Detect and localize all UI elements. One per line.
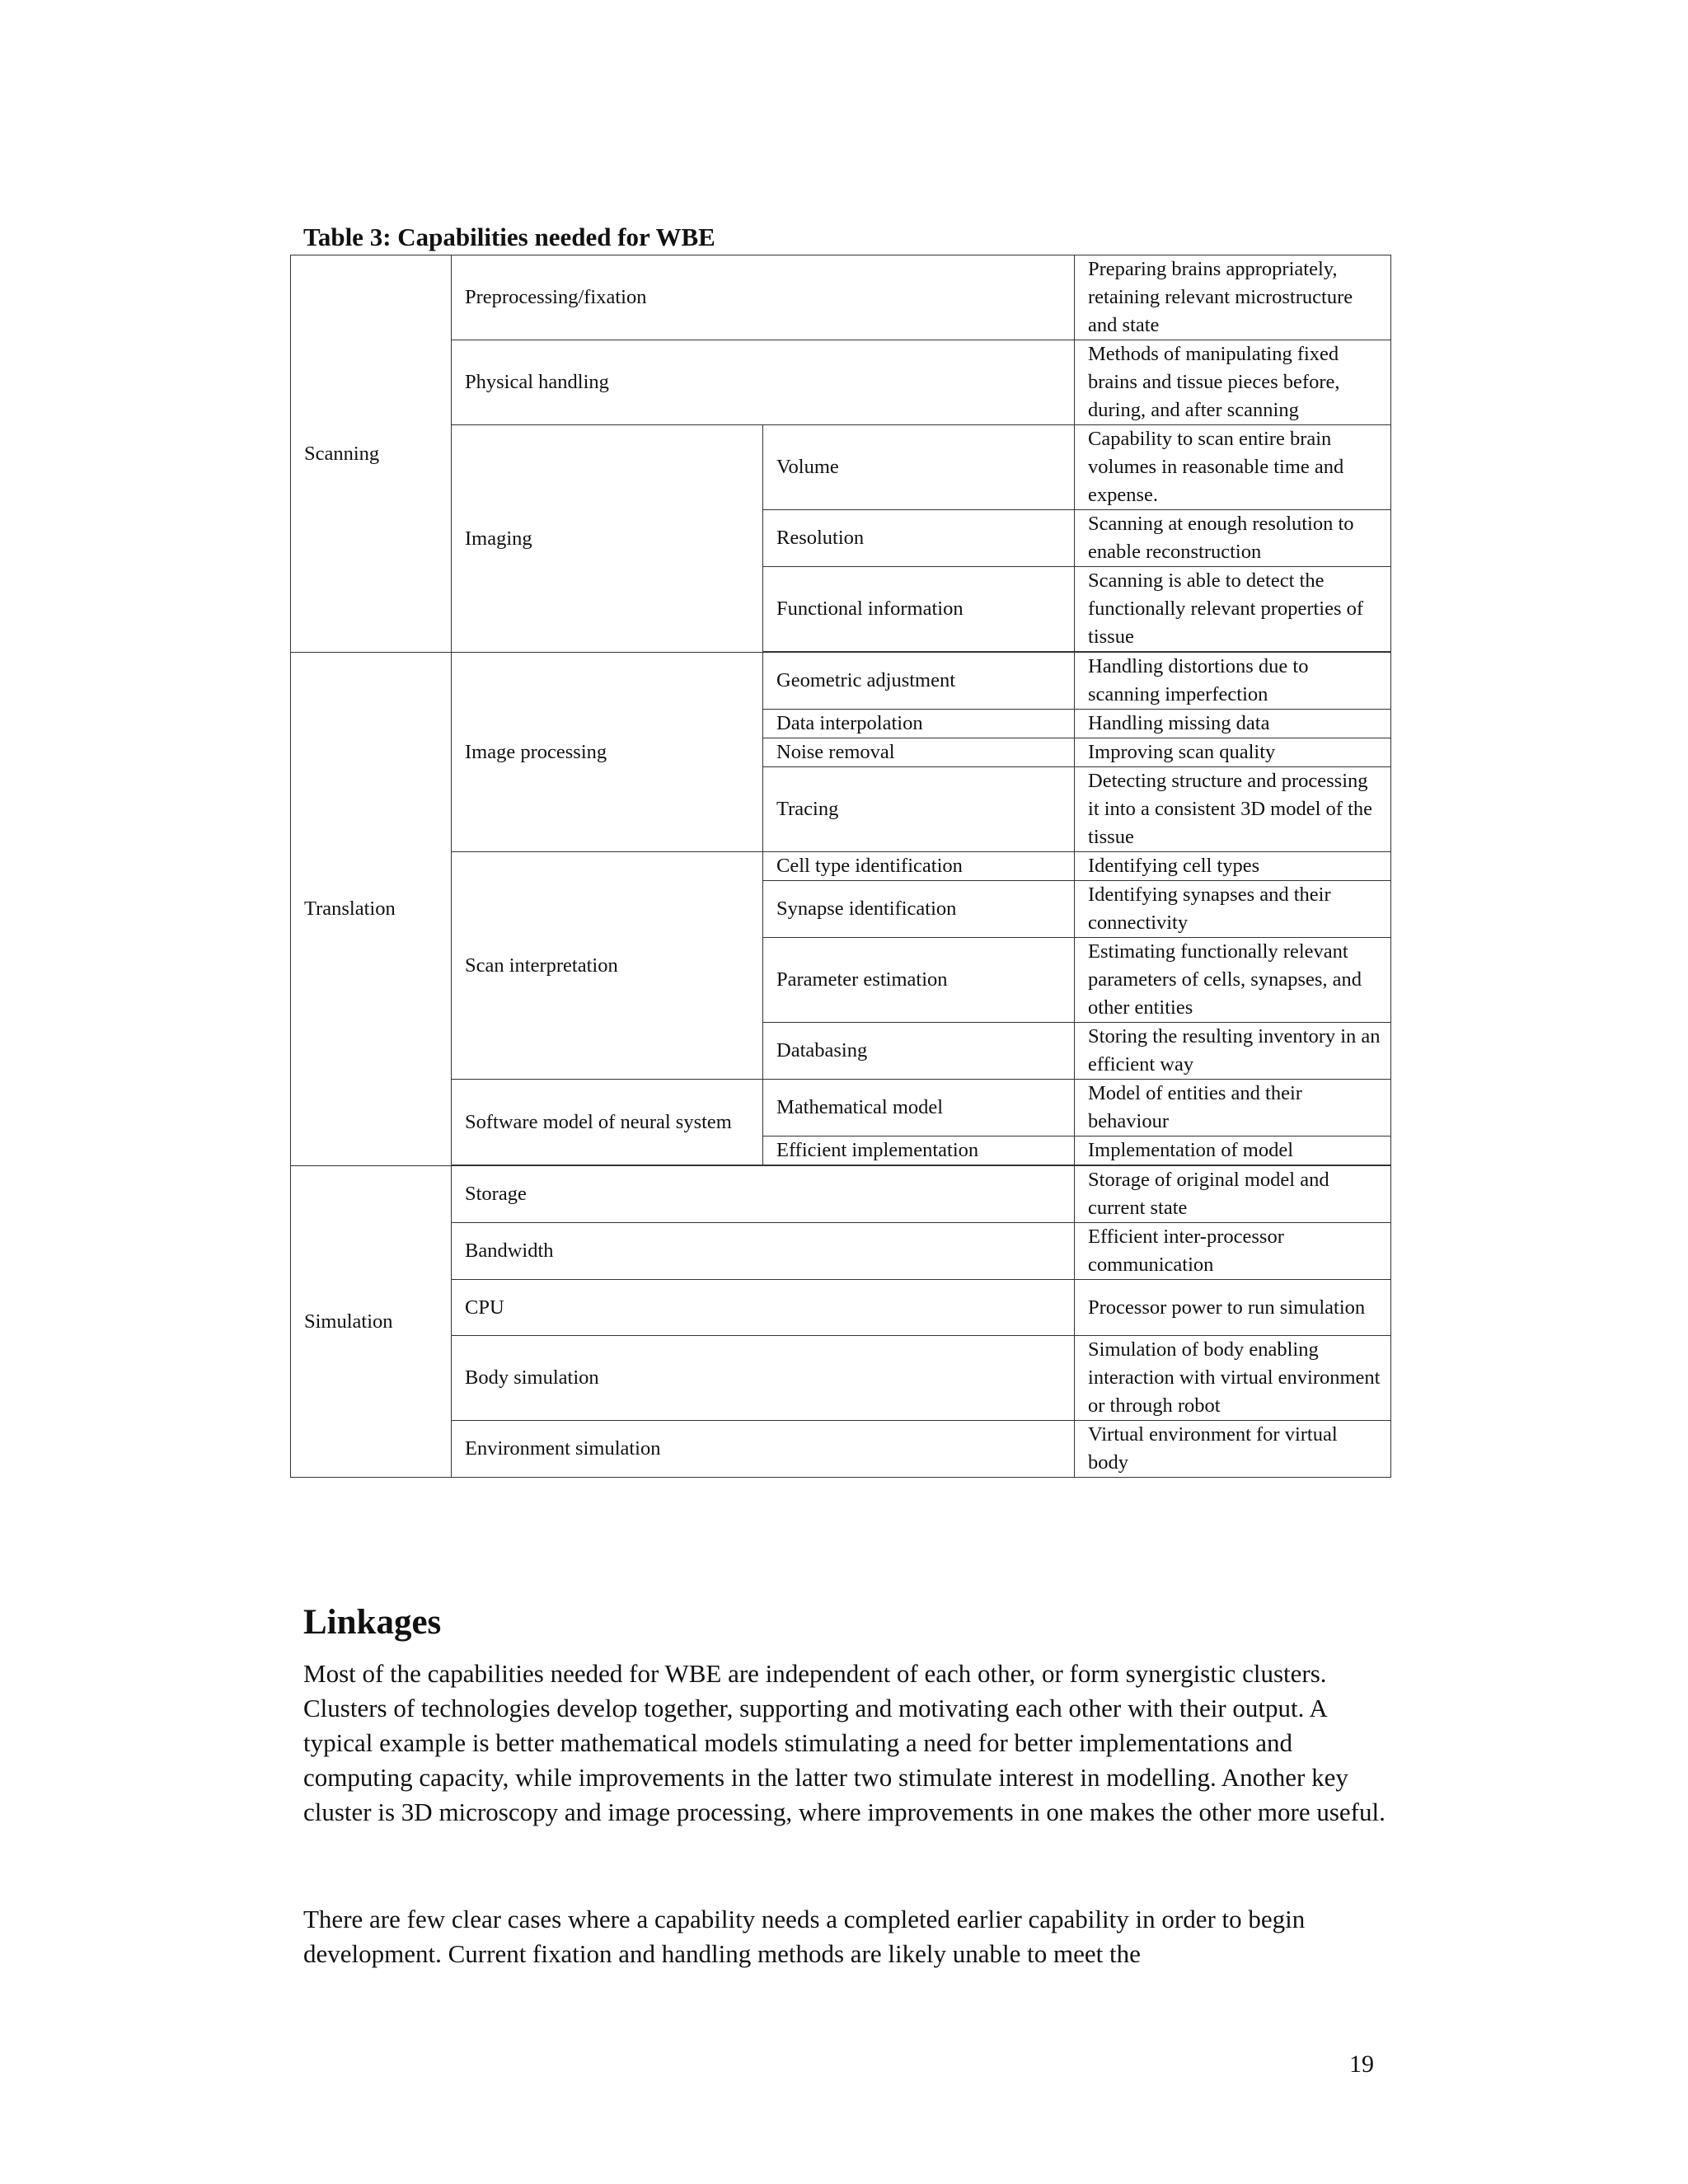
category-simulation: Simulation — [291, 1166, 452, 1478]
section-heading: Linkages — [303, 1603, 442, 1642]
subcapability-tracing: Tracing — [763, 767, 1075, 852]
capability-software-model: Software model of neural system — [452, 1080, 763, 1165]
description-environment-simulation: Virtual environment for virtual body — [1075, 1421, 1391, 1478]
capability-preprocessing: Preprocessing/fixation — [452, 255, 1075, 340]
subcapability-cell-type-identification: Cell type identification — [763, 852, 1075, 881]
capability-imaging: Imaging — [452, 425, 763, 653]
description-synapse-identification: Identifying synapses and their connectivity — [1075, 881, 1391, 938]
subcapability-volume: Volume — [763, 425, 1075, 510]
body-paragraph: Most of the capabilities needed for WBE are independent of each other, or form synergistic clusters. Clusters of technologies develop together, supporting and motivating each other with their output. A typical example is better mathematical models stimulating a need for better implementations and computing capacity, while improvements in the latter two stimulate interest in modelling. Another key cluster is 3D microscopy and image processing, where improvements in one makes the other more useful. — [303, 1659, 1386, 1826]
capabilities-table — [290, 255, 1391, 1478]
table-row — [291, 340, 1391, 425]
table-row — [291, 1166, 1391, 1223]
subcapability-synapse-identification: Synapse identification — [763, 881, 1075, 938]
description-cell-type-identification: Identifying cell types — [1075, 852, 1391, 881]
table-row — [291, 1280, 1391, 1336]
capability-body-simulation: Body simulation — [452, 1336, 1075, 1421]
description-preprocessing: Preparing brains appropriately, retaining relevant microstructure and state — [1075, 255, 1391, 340]
capability-bandwidth: Bandwidth — [452, 1223, 1075, 1280]
description-noise-removal: Improving scan quality — [1075, 738, 1391, 767]
subcapability-noise-removal: Noise removal — [763, 738, 1075, 767]
description-body-simulation: Simulation of body enabling interaction with virtual environment or through robot — [1075, 1336, 1391, 1421]
table-row — [291, 255, 1391, 340]
description-tracing: Detecting structure and processing it into a consistent 3D model of the tissue — [1075, 767, 1391, 852]
description-storage: Storage of original model and current state — [1075, 1166, 1391, 1223]
table-row — [291, 425, 1391, 510]
body-paragraph: There are few clear cases where a capability needs a completed earlier capability in order to begin development. Current fixation and handling methods are likely unable to meet the — [303, 1905, 1306, 1968]
subcapability-resolution: Resolution — [763, 510, 1075, 567]
capability-physical-handling: Physical handling — [452, 340, 1075, 425]
capability-storage: Storage — [452, 1166, 1075, 1223]
category-scanning: Scanning — [291, 255, 452, 653]
subcapability-functional-information: Functional information — [763, 567, 1075, 652]
description-geometric-adjustment: Handling distortions due to scanning imperfection — [1075, 653, 1391, 710]
table-row — [291, 653, 1391, 710]
category-translation: Translation — [291, 653, 452, 1166]
table-row — [291, 1336, 1391, 1421]
table-row — [291, 852, 1391, 881]
table-row — [291, 1080, 1391, 1137]
table-row — [291, 1421, 1391, 1478]
description-resolution: Scanning at enough resolution to enable reconstruction — [1075, 510, 1391, 567]
description-efficient-implementation: Implementation of model — [1075, 1137, 1391, 1165]
subcapability-data-interpolation: Data interpolation — [763, 710, 1075, 738]
description-physical-handling: Methods of manipulating fixed brains and tissue pieces before, during, and after scanning — [1075, 340, 1391, 425]
capability-image-processing: Image processing — [452, 653, 763, 852]
capability-environment-simulation: Environment simulation — [452, 1421, 1075, 1478]
subcapability-parameter-estimation: Parameter estimation — [763, 938, 1075, 1023]
page-number: 19 — [1349, 2050, 1374, 2078]
description-databasing: Storing the resulting inventory in an efficient way — [1075, 1023, 1391, 1080]
description-mathematical-model: Model of entities and their behaviour — [1075, 1080, 1391, 1137]
description-parameter-estimation: Estimating functionally relevant parameters of cells, synapses, and other entities — [1075, 938, 1391, 1023]
description-bandwidth: Efficient inter-processor communication — [1075, 1223, 1391, 1280]
table-row — [291, 1223, 1391, 1280]
description-volume: Capability to scan entire brain volumes in reasonable time and expense. — [1075, 425, 1391, 510]
description-cpu: Processor power to run simulation — [1075, 1280, 1391, 1336]
subcapability-mathematical-model: Mathematical model — [763, 1080, 1075, 1137]
description-data-interpolation: Handling missing data — [1075, 710, 1391, 738]
description-functional-information: Scanning is able to detect the functionally relevant properties of tissue — [1075, 567, 1391, 652]
capability-scan-interpretation: Scan interpretation — [452, 852, 763, 1080]
subcapability-efficient-implementation: Efficient implementation — [763, 1137, 1075, 1165]
table-caption: Table 3: Capabilities needed for WBE — [303, 223, 715, 251]
subcapability-geometric-adjustment: Geometric adjustment — [763, 653, 1075, 710]
capability-cpu: CPU — [452, 1280, 1075, 1336]
subcapability-databasing: Databasing — [763, 1023, 1075, 1080]
